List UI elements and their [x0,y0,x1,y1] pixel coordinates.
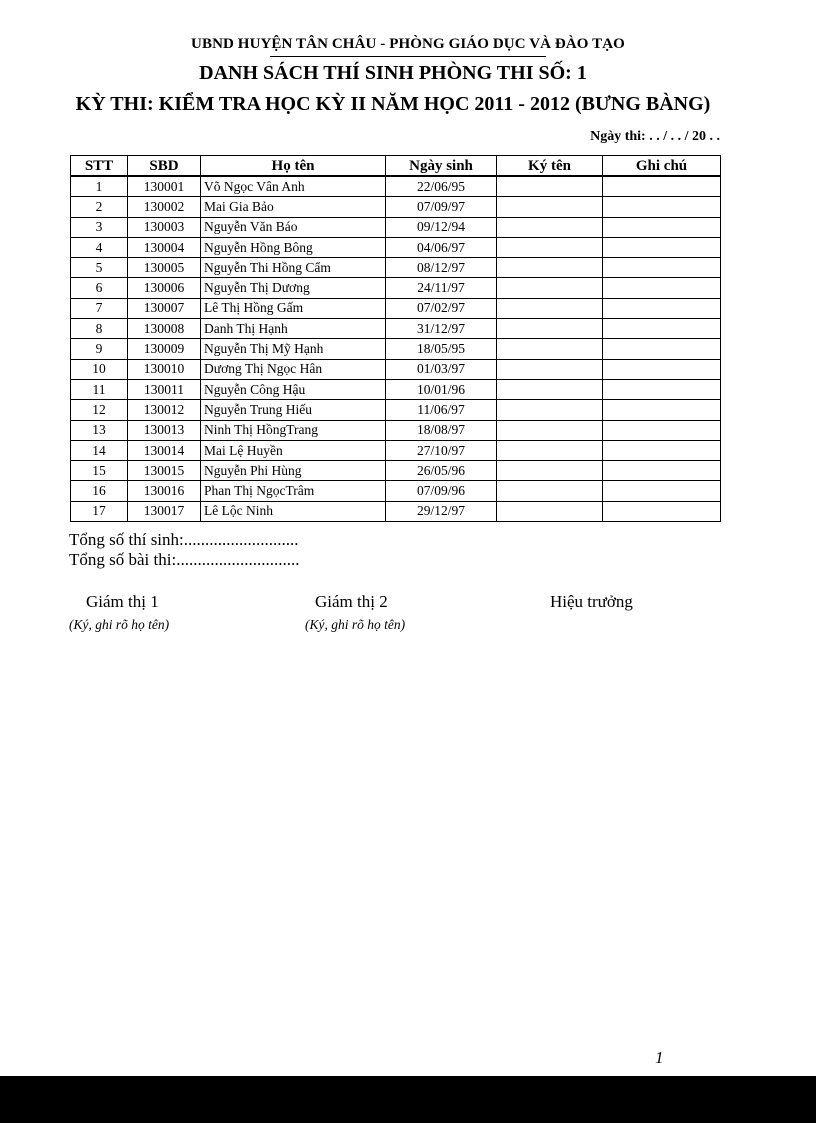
table-cell: 14 [71,440,128,460]
table-cell [603,176,721,197]
table-cell [603,379,721,399]
table-row [71,176,721,197]
table-cell [603,278,721,298]
table-cell: Dương Thị Ngọc Hân [201,359,386,379]
table-cell: 16 [71,481,128,501]
table-cell: Lê Lộc Ninh [201,501,386,521]
table-cell: 1 [71,176,128,197]
column-header: SBD [128,156,201,177]
table-cell [603,339,721,359]
table-cell [497,420,603,440]
proctor1-label: Giám thị 1 [86,592,159,611]
table-cell [497,339,603,359]
document-title: DANH SÁCH THÍ SINH PHÒNG THI SỐ: 1 [199,62,587,84]
table-cell: 7 [71,298,128,318]
table-cell: Danh Thị Hạnh [201,319,386,339]
table-cell: 07/09/96 [386,481,497,501]
table-cell: 130004 [128,237,201,257]
table-cell [497,237,603,257]
column-header: Ghi chú [603,156,721,177]
table-row [71,359,721,379]
table-cell: 18/08/97 [386,420,497,440]
totals-block [69,530,299,570]
proctor2-label: Giám thị 2 [315,592,388,611]
table-cell: Võ Ngọc Vân Anh [201,176,386,197]
principal-label: Hiệu trưởng [550,592,633,611]
column-header: STT [71,156,128,177]
table-cell: 01/03/97 [386,359,497,379]
table-cell [603,440,721,460]
table-cell: 11 [71,379,128,399]
proctor1-note: (Ký, ghi rõ họ tên) [69,617,170,632]
table-cell: 130013 [128,420,201,440]
table-cell [497,217,603,237]
table-cell: Mai Lệ Huyền [201,440,386,460]
candidate-table [70,155,721,522]
table-cell: 130006 [128,278,201,298]
table-cell: 18/05/95 [386,339,497,359]
table-row [71,258,721,278]
table-cell [603,359,721,379]
table-cell [603,481,721,501]
table-cell: 130011 [128,379,201,399]
table-cell: Ninh Thị HồngTrang [201,420,386,440]
table-cell [603,197,721,217]
table-cell [497,400,603,420]
table-cell [497,440,603,460]
table-cell [603,258,721,278]
table-cell: 27/10/97 [386,440,497,460]
table-row [71,501,721,521]
table-cell: 3 [71,217,128,237]
table-row [71,461,721,481]
exam-date: Ngày thi: . . / . . / 20 . . [590,129,720,144]
table-cell: Nguyễn Thị Mỹ Hạnh [201,339,386,359]
table-cell [497,461,603,481]
table-cell: 130010 [128,359,201,379]
table-cell: 130002 [128,197,201,217]
table-row [71,319,721,339]
table-cell: 10 [71,359,128,379]
table-cell: Nguyễn Thị Dương [201,278,386,298]
table-cell [603,461,721,481]
table-cell [497,176,603,197]
table-cell: 24/11/97 [386,278,497,298]
table-cell: 10/01/96 [386,379,497,399]
table-cell: Nguyễn Hồng Bông [201,237,386,257]
table-cell [603,319,721,339]
table-cell: 12 [71,400,128,420]
table-row [71,298,721,318]
table-row [71,481,721,501]
table-cell: 15 [71,461,128,481]
table-cell: Nguyễn Trung Hiếu [201,400,386,420]
table-cell [603,501,721,521]
agency-header: UBND HUYỆN TÂN CHÂU - PHÒNG GIÁO DỤC VÀ ĐÀO TẠO [191,36,625,52]
table-body [71,176,721,522]
total-papers: Tổng số bài thi:............................. [69,550,300,569]
table-row [71,217,721,237]
table-cell: 13 [71,420,128,440]
table-header-row [71,156,721,177]
page-number: 1 [655,1048,664,1067]
agency-underline [270,56,546,57]
table-cell: 26/05/96 [386,461,497,481]
table-cell [497,501,603,521]
table-cell [497,359,603,379]
table-row [71,379,721,399]
table-cell: 9 [71,339,128,359]
table-row [71,400,721,420]
table-cell: 130014 [128,440,201,460]
table-row [71,339,721,359]
table-cell: 07/02/97 [386,298,497,318]
table-cell: 8 [71,319,128,339]
table-cell [497,481,603,501]
table-cell: 130009 [128,339,201,359]
table-cell [497,278,603,298]
table-cell: 130016 [128,481,201,501]
table-cell: 130012 [128,400,201,420]
table-cell [603,400,721,420]
table-cell: 2 [71,197,128,217]
table-cell: 17 [71,501,128,521]
table-cell [603,237,721,257]
table-cell: 5 [71,258,128,278]
table-cell: 130003 [128,217,201,237]
scan-border [0,1076,816,1123]
table-cell: 130001 [128,176,201,197]
table-cell: 130015 [128,461,201,481]
column-header: Ký tên [497,156,603,177]
table-cell: 08/12/97 [386,258,497,278]
column-header: Ngày sinh [386,156,497,177]
table-row [71,197,721,217]
table-cell: 09/12/94 [386,217,497,237]
table-cell: 29/12/97 [386,501,497,521]
column-header: Họ tên [201,156,386,177]
table-cell [603,298,721,318]
table-cell: Nguyễn Phi Hùng [201,461,386,481]
table-cell [497,298,603,318]
table-cell: Phan Thị NgọcTrâm [201,481,386,501]
table-row [71,237,721,257]
table-cell: 11/06/97 [386,400,497,420]
table-cell: Nguyễn Thi Hồng Cẩm [201,258,386,278]
document-subtitle: KỲ THI: KIỂM TRA HỌC KỲ II NĂM HỌC 2011 - 2012 (BƯNG BÀNG) [75,93,711,115]
table-cell: 130005 [128,258,201,278]
table-cell: Nguyễn Văn Báo [201,217,386,237]
table-cell: 6 [71,278,128,298]
table-cell [497,319,603,339]
table-cell: Mai Gia Bảo [201,197,386,217]
table-cell: 130017 [128,501,201,521]
table-cell: 04/06/97 [386,237,497,257]
table-cell: Lê Thị Hồng Gấm [201,298,386,318]
table-cell: 130008 [128,319,201,339]
table-cell [497,379,603,399]
table-row [71,440,721,460]
table-cell [497,197,603,217]
table-cell: 22/06/95 [386,176,497,197]
proctor2-note: (Ký, ghi rõ họ tên) [305,617,406,632]
table-cell [603,420,721,440]
table-row [71,420,721,440]
table-cell: 130007 [128,298,201,318]
table-cell: 31/12/97 [386,319,497,339]
table-cell: 07/09/97 [386,197,497,217]
table-cell: 4 [71,237,128,257]
total-candidates: Tổng số thí sinh:........................... [69,530,299,549]
table-cell: Nguyễn Công Hậu [201,379,386,399]
table-cell [497,258,603,278]
table-row [71,278,721,298]
table-cell [603,217,721,237]
